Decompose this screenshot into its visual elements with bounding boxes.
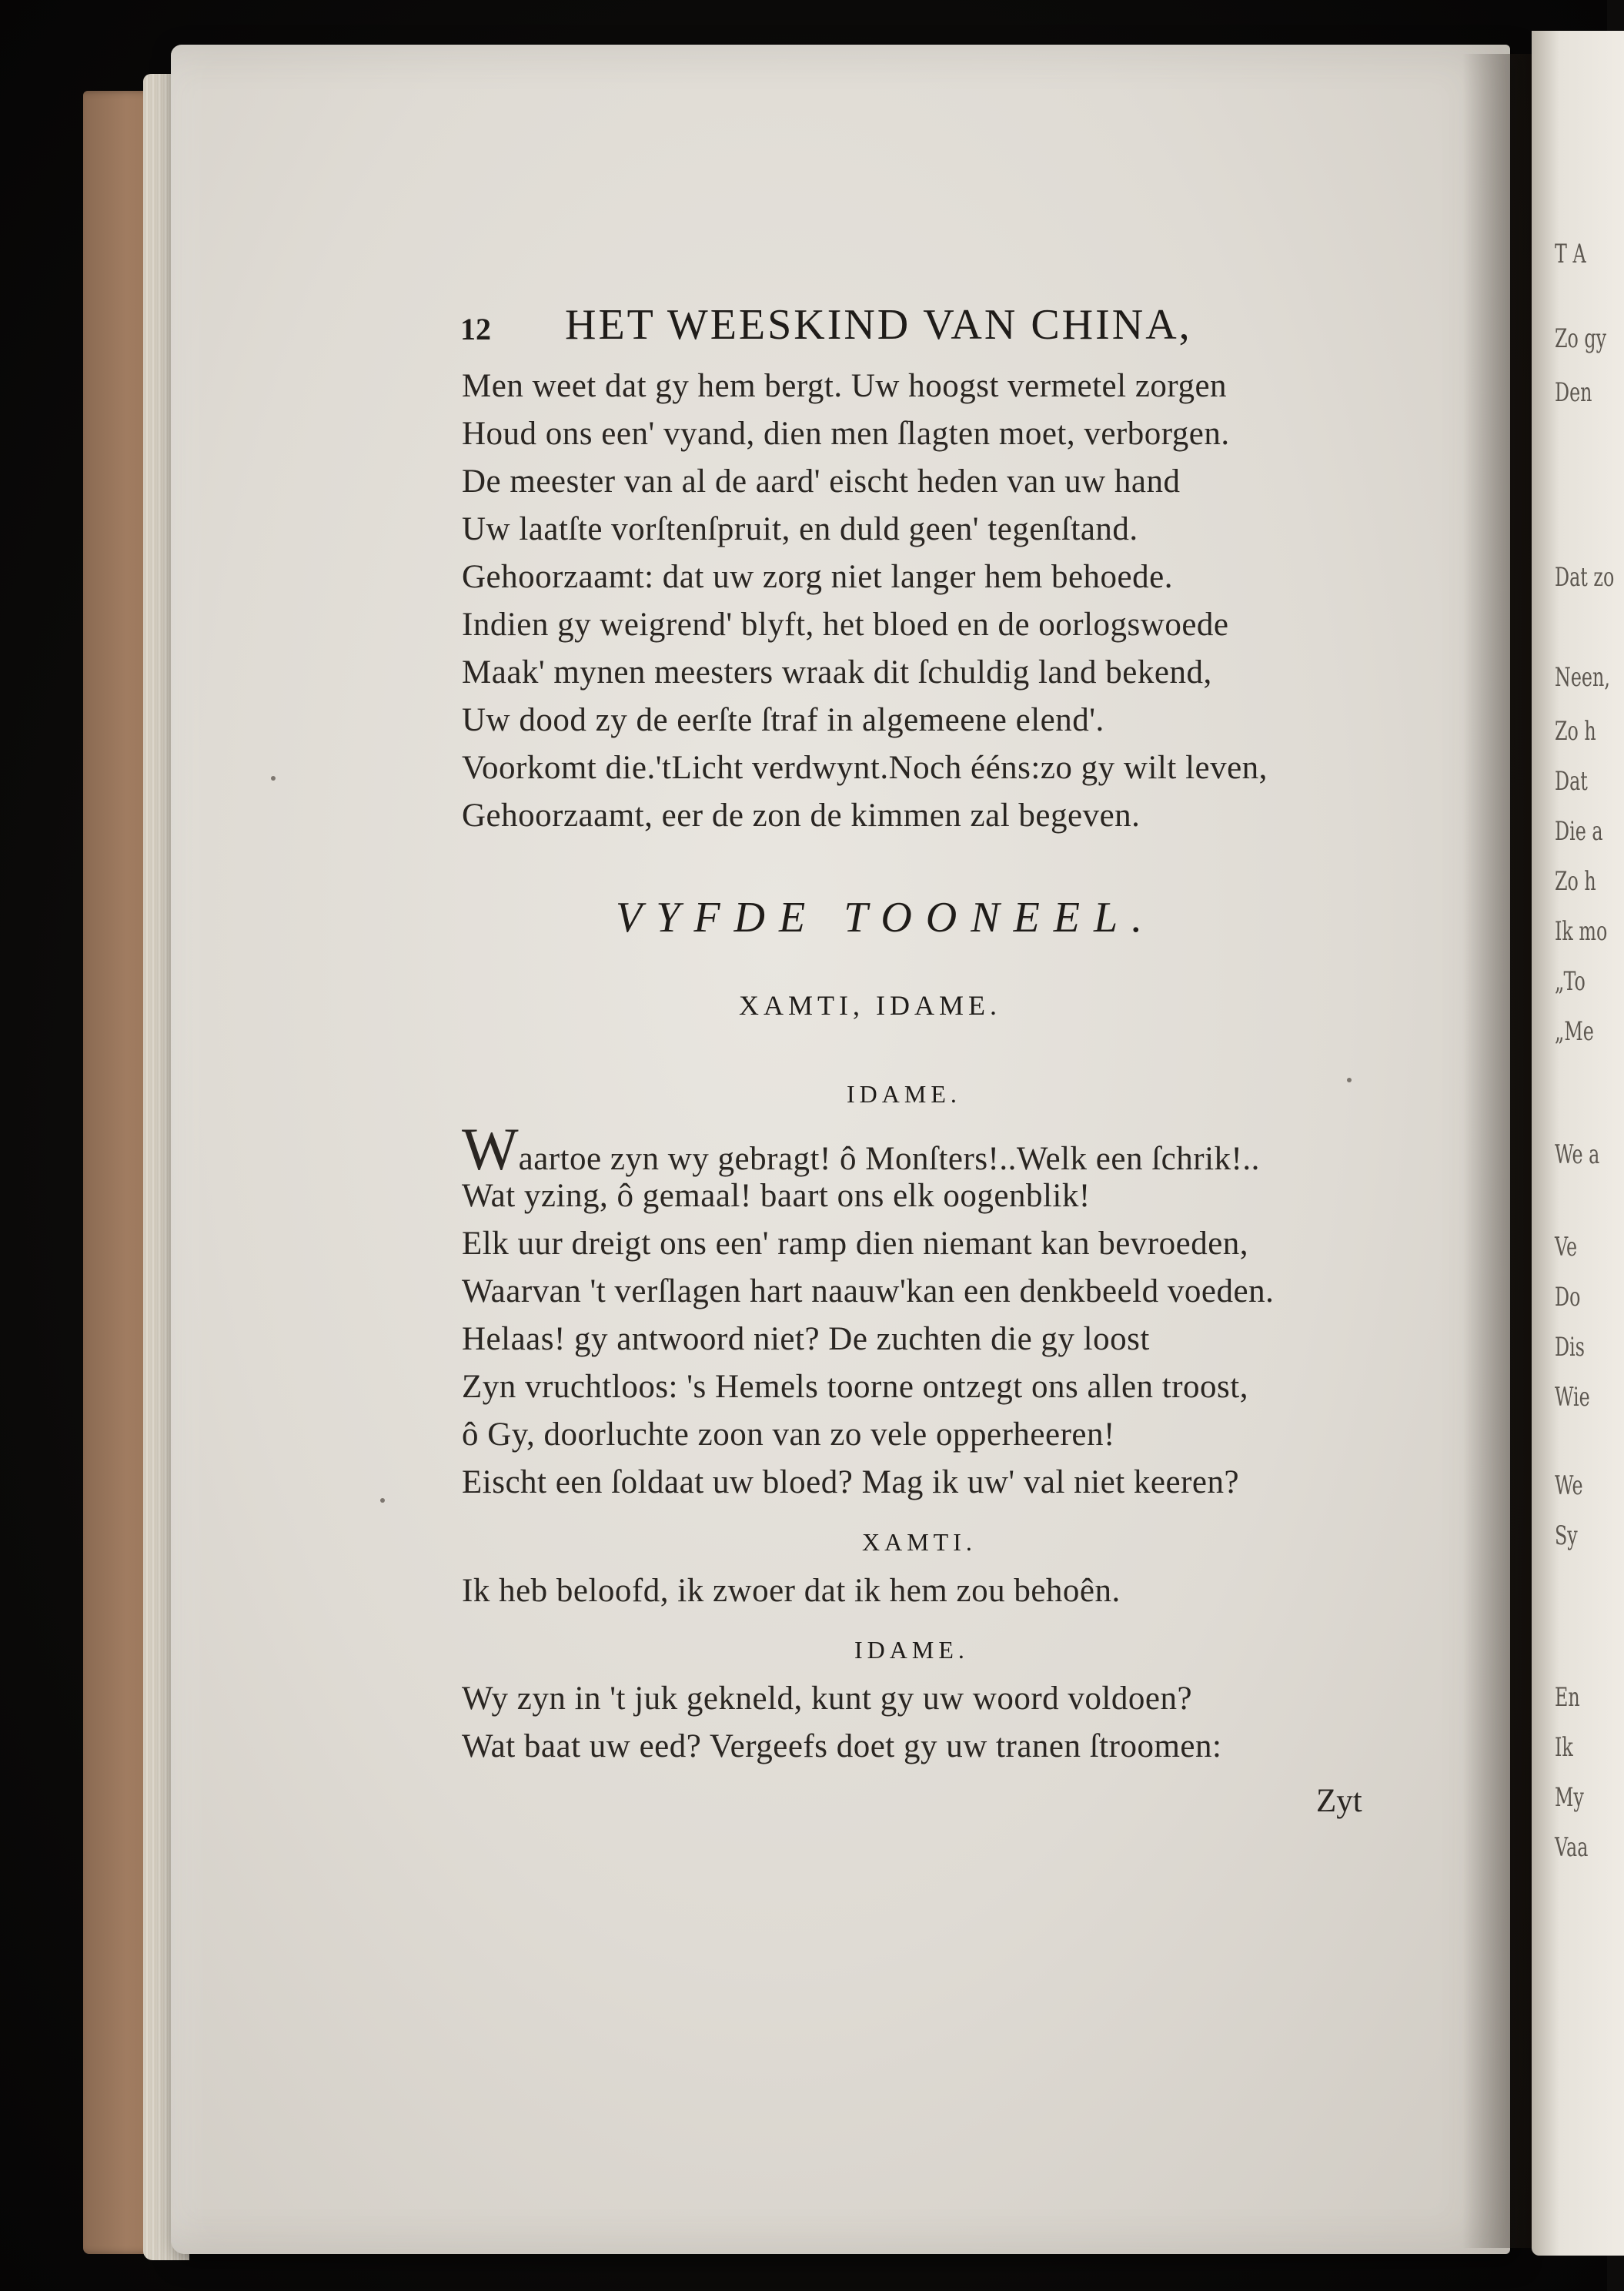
scene-heading: VYFDE TOONEEL. [616, 894, 1157, 941]
facing-text: Sy [1555, 1520, 1578, 1551]
verse-line: Gehoorzaamt: dat uw zorg niet langer hem behoede. [462, 559, 1173, 595]
facing-page [1532, 31, 1624, 2256]
verse-line-rest: aartoe zyn wy gebragt! ô Monſters!..Welk een ſchrik!.. [518, 1141, 1260, 1177]
facing-text: En [1555, 1682, 1580, 1713]
facing-text: We a [1555, 1139, 1600, 1170]
facing-text: Zo gy [1555, 323, 1607, 354]
facing-text: Die a [1555, 816, 1603, 847]
speaker-name: IDAME. [854, 1636, 969, 1664]
verse-line: Maak' mynen meesters wraak dit ſchuldig land bekend, [462, 654, 1212, 691]
verse-line: Ik heb beloofd, ik zwoer dat ik hem zou behoên. [462, 1573, 1121, 1609]
verse-line: Indien gy weigrend' blyft, het bloed en de oorlogswoede [462, 607, 1229, 643]
catchword: Zyt [1316, 1783, 1362, 1819]
verse-line: Houd ons een' vyand, dien men ſlagten moet, verborgen. [462, 416, 1230, 452]
facing-text: Zo h [1555, 716, 1596, 747]
verse-line: Wy zyn in 't juk gekneld, kunt gy uw woord voldoen? [462, 1681, 1193, 1717]
verse-line: Men weet dat gy hem bergt. Uw hoogst vermetel zorgen [462, 368, 1228, 404]
running-head [460, 300, 1276, 354]
facing-text: Vaa [1555, 1832, 1589, 1863]
speaker-name: XAMTI. [862, 1528, 977, 1556]
running-title: HET WEESKIND VAN CHINA, [565, 301, 1192, 349]
facing-text: Ik mo [1555, 916, 1608, 947]
verse-line: Uw dood zy de eerſte ſtraf in algemeene elend'. [462, 702, 1104, 738]
paper-speck [271, 776, 276, 781]
facing-text: „To [1555, 966, 1586, 997]
verse-line: Wat baat uw eed? Vergeefs doet gy uw tranen ſtroomen: [462, 1728, 1222, 1764]
verse-line: Helaas! gy antwoord niet? De zuchten die gy loost [462, 1321, 1150, 1357]
facing-text: Ik [1555, 1732, 1573, 1763]
speaker-name: IDAME. [847, 1080, 961, 1108]
facing-text: Do [1555, 1282, 1581, 1313]
persons-list: XAMTI, IDAME. [739, 990, 1001, 1021]
verse-line: Wat yzing, ô gemaal! baart ons elk oogenblik! [462, 1178, 1091, 1214]
facing-text: „Me [1555, 1016, 1594, 1047]
facing-text: Den [1555, 377, 1592, 408]
verse-line-first [462, 1115, 1260, 1182]
verse-line: Waarvan 't verſlagen hart naauw'kan een denkbeeld voeden. [462, 1273, 1275, 1309]
facing-text: T A [1555, 239, 1586, 269]
verse-line: Gehoorzaamt, eer de zon de kimmen zal begeven. [462, 798, 1141, 834]
facing-text: We [1555, 1470, 1583, 1501]
gutter-shadow [1462, 54, 1532, 2248]
verse-line: ô Gy, doorluchte zoon van zo vele opperheeren! [462, 1416, 1115, 1453]
verse-line: Voorkomt die.'tLicht verdwynt.Noch ééns:zo gy wilt leven, [462, 750, 1268, 786]
verse-line: Eischt een ſoldaat uw bloed? Mag ik uw' val niet keeren? [462, 1464, 1240, 1500]
drop-cap: W [462, 1115, 519, 1182]
facing-text: Dis [1555, 1332, 1585, 1363]
facing-text: Wie [1555, 1382, 1590, 1413]
verse-line: Elk uur dreigt ons een' ramp dien niemant kan bevroeden, [462, 1226, 1249, 1262]
verse-line: Zyn vruchtloos: 's Hemels toorne ontzegt ons allen troost, [462, 1369, 1248, 1405]
page-number: 12 [460, 312, 491, 346]
paper-speck [1347, 1078, 1352, 1082]
verse-line: Uw laatſte vorſtenſpruit, en duld geen' tegenſtand. [462, 511, 1138, 547]
paper-speck [380, 1498, 385, 1503]
facing-text: Dat [1555, 766, 1588, 797]
facing-text: My [1555, 1782, 1584, 1813]
facing-text: Neen, [1555, 662, 1610, 693]
facing-text: Ve [1555, 1232, 1578, 1263]
facing-text: Dat zo [1555, 562, 1615, 593]
facing-text: Zo h [1555, 866, 1596, 897]
verse-line: De meester van al de aard' eischt heden van uw hand [462, 463, 1181, 500]
